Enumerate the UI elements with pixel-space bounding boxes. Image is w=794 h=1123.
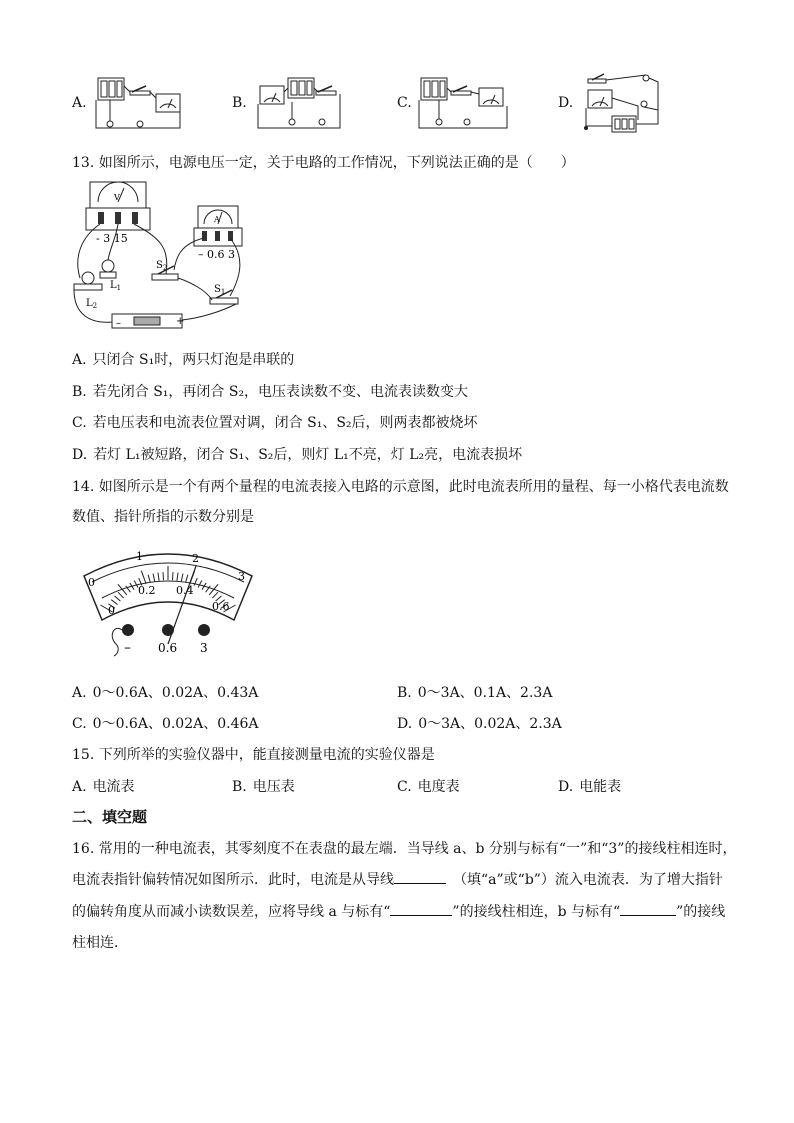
switch-s1 [210,284,238,304]
terminal-label-3: 3 [200,641,208,655]
inner-label-3: 0.6 [212,600,230,613]
q16-line3: 的偏转角度从而减小读数误差，应将导线 a 与标有“ ”的接线柱相连，b 与标有“ ”的接线 [72,901,725,921]
q14-ammeter-dial [78,540,258,660]
q12-option-b-letter: B. [232,95,247,111]
terminal-label-0.6: 0.6 [158,641,178,655]
q13-stem: 13. 如图所示，电源电压一定，关于电路的工作情况，下列说法正确的是（ ） [72,155,575,171]
dial-tick [148,575,150,583]
voltmeter [86,182,150,245]
dial-tick [212,592,218,598]
battery-plus: + [176,316,185,327]
ammeter [194,206,242,261]
q13-option-c: C. 若电压表和电流表位置对调，闭合 S₁、S₂后，则两表都被烧坏 [72,415,478,431]
q15-option-d: D. 电能表 [558,779,622,795]
q16-line2: 电流表指针偏转情况如图所示．此时，电流是从导线 （填“a”或“b”）流入电流表．为了增大指针 [72,869,723,889]
lamp-l1-label: $L_1$ [110,280,122,292]
q12-option-d-diagram [578,70,672,136]
q12-option-d-letter: D. [558,95,574,111]
q16-blank-1[interactable] [394,869,446,884]
q12-option-c-diagram [417,72,511,134]
q13-option-a: A. 只闭合 S₁时，两只灯泡是串联的 [72,352,295,368]
dial-tick [114,596,120,601]
q16-line4: 柱相连． [72,935,128,951]
dial-tick [163,572,164,580]
dial-tick [186,575,188,583]
switch-s2-label: $S_2$ [156,260,168,272]
q14-stem-line1: 14. 如图所示是一个有两个量程的电流表接入电路的示意图，此时电流表所用的量程、每一小格代表电流数 [72,479,729,495]
q14-stem-line2: 数值、指针所指的示数分别是 [72,509,254,525]
q15-option-b: B. 电压表 [232,779,295,795]
q12-option-b-diagram [252,72,346,134]
inner-label-1: 0.2 [138,584,156,597]
terminal-label-minus: – [124,640,131,656]
q12-option-a-diagram [92,72,186,134]
dial-tick [198,580,202,587]
dial-tick [158,573,159,581]
section-title: 二、填空题 [72,808,148,826]
q12-option-c-letter: C. [397,95,412,111]
q16-line1: 16. 常用的一种电流表，其零刻度不在表盘的最左端．当导线 a、b 分别与标有“一”和“3”的接线柱相连时， [72,841,737,857]
q14-option-b: B. 0～3A、0.1A、2.3A [397,685,553,701]
q16-blank-3[interactable] [620,901,676,916]
outer-label-0: 0 [88,576,95,589]
terminal-0.6 [162,624,174,636]
dial-tick [118,592,124,598]
dial-tick [177,573,178,581]
switch-s1-label: $S_1$ [214,284,226,296]
q14-option-d: D. 0～3A、0.02A、2.3A [397,716,562,732]
voltmeter-scale-label: - 3 15 [96,232,128,245]
q15-option-a: A. 电流表 [72,779,135,795]
dial-tick [141,571,146,584]
inner-label-2: 0.4 [176,584,194,597]
q15-option-c: C. 电度表 [397,779,460,795]
inner-label-0: 0 [108,604,115,617]
dial-tick [153,574,155,582]
q13-circuit-figure [70,178,250,338]
battery-minus: – [116,318,121,329]
outer-label-2: 2 [192,552,199,565]
voltmeter-face-label: V [114,193,120,202]
outer-label-1: 1 [136,550,143,563]
q15-stem: 15. 下列所举的实验仪器中，能直接测量电流的实验仪器是 [72,747,435,763]
q13-option-b: B. 若先闭合 S₁，再闭合 S₂，电压表读数不变、电流表读数变大 [72,384,469,400]
dial-tick [172,572,173,580]
q16-blank-2[interactable] [390,901,452,916]
terminal-minus [122,624,134,636]
q12-option-a-letter: A. [72,95,87,111]
lamp-l2-label: $L_2$ [86,298,98,310]
q13-option-d: D. 若灯 L₁被短路，闭合 S₁、S₂后，则灯 L₁不亮，灯 L₂亮，电流表损坏 [72,447,523,463]
q14-option-a: A. 0～0.6A、0.02A、0.43A [72,685,259,701]
terminal-3 [198,624,210,636]
ammeter-scale-label: – 0.6 3 [198,248,235,261]
q14-option-c: C. 0～0.6A、0.02A、0.46A [72,716,259,732]
lamp-l2 [74,272,102,310]
ammeter-face-label: A [214,215,220,224]
dial-tick [181,574,183,582]
outer-label-3: 3 [238,570,245,583]
lamp-l1 [100,260,121,292]
battery [112,314,184,329]
